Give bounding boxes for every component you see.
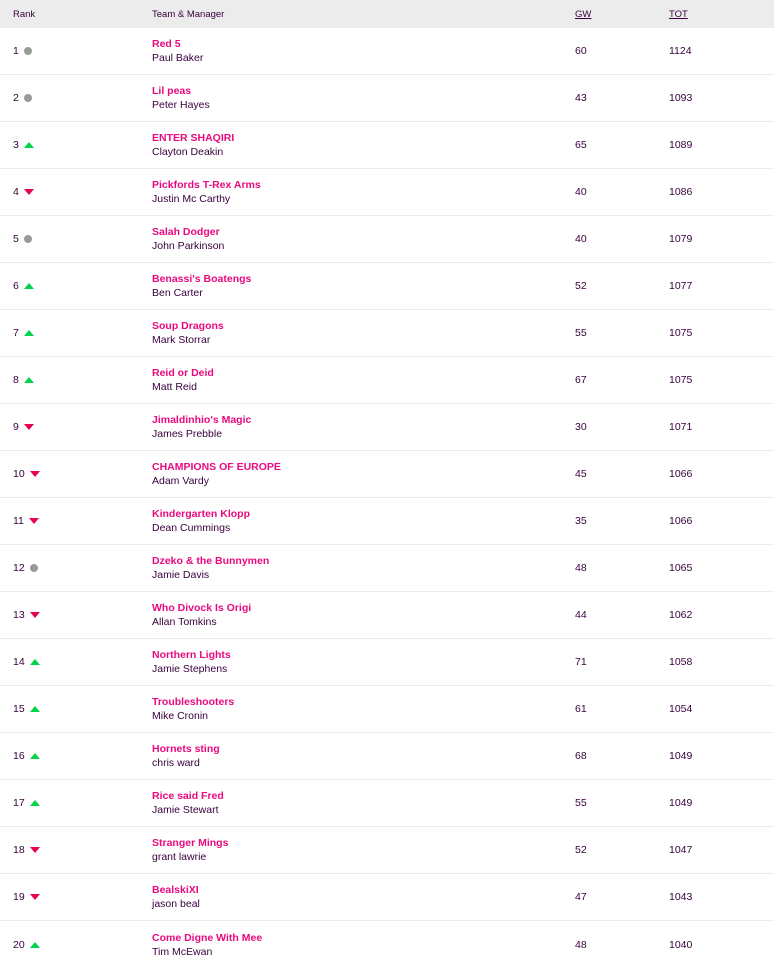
team-manager-cell bbox=[152, 178, 575, 206]
total-points: 1066 bbox=[669, 468, 693, 480]
table-row bbox=[0, 921, 774, 966]
rank-cell bbox=[0, 656, 152, 668]
rank-number: 17 bbox=[13, 797, 25, 809]
rank-number: 5 bbox=[13, 233, 19, 245]
rank-number: 7 bbox=[13, 327, 19, 339]
table-row bbox=[0, 498, 774, 545]
rank-number: 1 bbox=[13, 45, 19, 57]
rank-up-icon bbox=[24, 330, 34, 336]
gw-points: 40 bbox=[575, 186, 587, 198]
rank-cell bbox=[0, 468, 152, 480]
manager-name: jason beal bbox=[152, 898, 200, 910]
gw-points: 61 bbox=[575, 703, 587, 715]
gw-points: 60 bbox=[575, 45, 587, 57]
total-points: 1049 bbox=[669, 750, 693, 762]
rank-number: 8 bbox=[13, 374, 19, 386]
total-points: 1049 bbox=[669, 797, 693, 809]
team-name-link[interactable]: Kindergarten Klopp bbox=[152, 508, 251, 520]
team-name-link[interactable]: Who Divock Is Origi bbox=[152, 602, 252, 614]
table-row bbox=[0, 780, 774, 827]
rank-cell bbox=[0, 515, 152, 527]
gw-points: 71 bbox=[575, 656, 587, 668]
team-manager-cell bbox=[152, 366, 575, 394]
manager-name: Jamie Stewart bbox=[152, 804, 219, 816]
table-row bbox=[0, 28, 774, 75]
table-row bbox=[0, 357, 774, 404]
rank-up-icon bbox=[24, 377, 34, 383]
rank-cell bbox=[0, 421, 152, 433]
team-name-link[interactable]: Red 5 bbox=[152, 38, 181, 50]
gw-points: 52 bbox=[575, 844, 587, 856]
total-points: 1040 bbox=[669, 938, 693, 951]
table-row bbox=[0, 169, 774, 216]
team-name-link[interactable]: Stranger Mings bbox=[152, 837, 229, 849]
table-row bbox=[0, 686, 774, 733]
manager-name: James Prebble bbox=[152, 428, 223, 440]
team-name-link[interactable]: Pickfords T-Rex Arms bbox=[152, 179, 261, 191]
total-points: 1089 bbox=[669, 139, 693, 151]
total-points: 1075 bbox=[669, 374, 693, 386]
total-points: 1043 bbox=[669, 891, 693, 903]
rank-down-icon bbox=[24, 189, 34, 195]
table-row bbox=[0, 75, 774, 122]
total-points: 1054 bbox=[669, 703, 693, 715]
manager-name: grant lawrie bbox=[152, 851, 207, 863]
manager-name: Dean Cummings bbox=[152, 522, 231, 534]
manager-name: chris ward bbox=[152, 757, 200, 769]
total-points: 1124 bbox=[669, 45, 692, 57]
rank-number: 11 bbox=[13, 515, 24, 527]
table-row bbox=[0, 639, 774, 686]
gw-points: 52 bbox=[575, 280, 587, 292]
team-manager-cell bbox=[152, 460, 575, 488]
team-manager-cell bbox=[152, 883, 575, 911]
team-name-link[interactable]: ENTER SHAQIRI bbox=[152, 132, 235, 144]
manager-name: John Parkinson bbox=[152, 240, 225, 252]
team-name-link[interactable]: Lil peas bbox=[152, 85, 192, 97]
manager-name: Mike Cronin bbox=[152, 710, 209, 722]
rank-cell bbox=[0, 327, 152, 339]
manager-name: Jamie Stephens bbox=[152, 663, 228, 675]
rank-same-icon bbox=[24, 235, 32, 243]
team-manager-cell bbox=[152, 695, 575, 723]
table-row bbox=[0, 874, 774, 921]
rank-down-icon bbox=[30, 847, 40, 853]
rank-number: 9 bbox=[13, 421, 19, 433]
rank-same-icon bbox=[24, 47, 32, 55]
manager-name: Ben Carter bbox=[152, 287, 203, 299]
rank-number: 19 bbox=[13, 891, 25, 903]
team-name-link[interactable]: Reid or Deid bbox=[152, 367, 214, 379]
team-manager-cell bbox=[152, 789, 575, 817]
team-manager-cell bbox=[152, 742, 575, 770]
rank-cell bbox=[0, 797, 152, 809]
total-points: 1058 bbox=[669, 656, 693, 668]
rank-cell bbox=[0, 844, 152, 856]
team-manager-cell bbox=[152, 931, 575, 959]
rank-number: 6 bbox=[13, 280, 19, 292]
table-row bbox=[0, 122, 774, 169]
rank-column-header: Rank bbox=[13, 8, 36, 20]
team-manager-cell bbox=[152, 225, 575, 253]
gw-points: 68 bbox=[575, 750, 587, 762]
team-name-link[interactable]: Troubleshooters bbox=[152, 696, 235, 708]
team-name-link[interactable]: Come Digne With Mee bbox=[152, 931, 263, 944]
gw-points: 48 bbox=[575, 562, 587, 574]
gw-points: 67 bbox=[575, 374, 587, 386]
table-row bbox=[0, 545, 774, 592]
table-header bbox=[0, 0, 774, 28]
rank-up-icon bbox=[30, 706, 40, 712]
rank-same-icon bbox=[24, 94, 32, 102]
table-row bbox=[0, 216, 774, 263]
rank-up-icon bbox=[24, 283, 34, 289]
rank-up-icon bbox=[30, 659, 40, 665]
team-name-link[interactable]: Northern Lights bbox=[152, 649, 231, 661]
total-points: 1077 bbox=[669, 280, 693, 292]
rank-number: 12 bbox=[13, 562, 25, 574]
rank-cell bbox=[0, 139, 152, 151]
gw-points: 55 bbox=[575, 797, 587, 809]
team-name-link[interactable]: BealskiXI bbox=[152, 884, 199, 896]
team-name-link[interactable]: Hornets sting bbox=[152, 743, 220, 755]
rank-number: 10 bbox=[13, 468, 25, 480]
tot-column-header[interactable]: TOT bbox=[669, 8, 688, 20]
total-points: 1047 bbox=[669, 844, 693, 856]
table-row bbox=[0, 404, 774, 451]
team-manager-cell bbox=[152, 84, 575, 112]
team-manager-cell bbox=[152, 272, 575, 300]
table-row bbox=[0, 592, 774, 639]
total-points: 1062 bbox=[669, 609, 693, 621]
manager-name: Paul Baker bbox=[152, 52, 204, 64]
rank-up-icon bbox=[30, 942, 40, 948]
rank-number: 3 bbox=[13, 139, 19, 151]
rank-down-icon bbox=[30, 894, 40, 900]
rank-cell bbox=[0, 891, 152, 903]
rank-number: 4 bbox=[13, 186, 19, 198]
rank-cell bbox=[0, 939, 152, 951]
table-row bbox=[0, 733, 774, 780]
rank-cell bbox=[0, 703, 152, 715]
manager-name: Jamie Davis bbox=[152, 569, 210, 581]
rank-down-icon bbox=[30, 612, 40, 618]
team-manager-cell bbox=[152, 648, 575, 676]
gw-points: 30 bbox=[575, 421, 587, 433]
gw-points: 44 bbox=[575, 609, 587, 621]
manager-name: Clayton Deakin bbox=[152, 146, 224, 158]
rank-cell bbox=[0, 562, 152, 574]
table-row bbox=[0, 310, 774, 357]
rank-cell bbox=[0, 280, 152, 292]
rank-cell bbox=[0, 374, 152, 386]
team-manager-cell bbox=[152, 507, 575, 535]
total-points: 1079 bbox=[669, 233, 693, 245]
team-name-link[interactable]: Jimaldinhio's Magic bbox=[152, 414, 252, 426]
team-name-link[interactable]: Soup Dragons bbox=[152, 320, 224, 332]
team-manager-cell bbox=[152, 554, 575, 582]
rank-down-icon bbox=[30, 471, 40, 477]
rank-cell bbox=[0, 233, 152, 245]
table-body bbox=[0, 28, 774, 966]
rank-cell bbox=[0, 609, 152, 621]
rank-number: 16 bbox=[13, 750, 25, 762]
total-points: 1065 bbox=[669, 562, 693, 574]
total-points: 1075 bbox=[669, 327, 693, 339]
team-manager-cell bbox=[152, 131, 575, 159]
rank-up-icon bbox=[30, 753, 40, 759]
gw-points: 43 bbox=[575, 92, 587, 104]
total-points: 1071 bbox=[669, 421, 693, 433]
manager-name: Justin Mc Carthy bbox=[152, 193, 231, 205]
gw-points: 45 bbox=[575, 468, 587, 480]
manager-name: Peter Hayes bbox=[152, 99, 210, 111]
table-row bbox=[0, 827, 774, 874]
team-manager-cell bbox=[152, 37, 575, 65]
team-manager-cell bbox=[152, 413, 575, 441]
rank-number: 15 bbox=[13, 703, 25, 715]
team-name-link[interactable]: Rice said Fred bbox=[152, 790, 224, 802]
rank-cell bbox=[0, 750, 152, 762]
rank-cell bbox=[0, 92, 152, 104]
total-points: 1093 bbox=[669, 92, 693, 104]
team-name-link[interactable]: Salah Dodger bbox=[152, 226, 220, 238]
rank-same-icon bbox=[30, 564, 38, 572]
manager-name: Mark Storrar bbox=[152, 334, 211, 346]
rank-number: 14 bbox=[13, 656, 25, 668]
team-manager-cell bbox=[152, 836, 575, 864]
gw-points: 35 bbox=[575, 515, 587, 527]
rank-number: 13 bbox=[13, 609, 25, 621]
rank-up-icon bbox=[24, 142, 34, 148]
team-name-link[interactable]: Benassi's Boatengs bbox=[152, 273, 252, 285]
total-points: 1066 bbox=[669, 515, 693, 527]
team-manager-cell bbox=[152, 319, 575, 347]
total-points: 1086 bbox=[669, 186, 693, 198]
rank-number: 20 bbox=[13, 938, 25, 951]
rank-down-icon bbox=[24, 424, 34, 430]
rank-cell bbox=[0, 186, 152, 198]
table-row bbox=[0, 451, 774, 498]
manager-name: Tim McEwan bbox=[152, 945, 213, 958]
manager-name: Adam Vardy bbox=[152, 475, 209, 487]
rank-cell bbox=[0, 45, 152, 57]
gw-points: 55 bbox=[575, 327, 587, 339]
team-manager-column-header: Team & Manager bbox=[152, 8, 225, 20]
gw-points: 47 bbox=[575, 891, 587, 903]
team-manager-cell bbox=[152, 601, 575, 629]
rank-up-icon bbox=[30, 800, 40, 806]
gw-points: 65 bbox=[575, 139, 587, 151]
rank-down-icon bbox=[29, 518, 39, 524]
table-row bbox=[0, 263, 774, 310]
rank-number: 2 bbox=[13, 92, 19, 104]
team-name-link[interactable]: CHAMPIONS OF EUROPE bbox=[152, 461, 281, 473]
manager-name: Matt Reid bbox=[152, 381, 197, 393]
gw-points: 40 bbox=[575, 233, 587, 245]
team-name-link[interactable]: Dzeko & the Bunnymen bbox=[152, 555, 270, 567]
gw-column-header[interactable]: GW bbox=[575, 8, 592, 20]
gw-points: 48 bbox=[575, 938, 587, 951]
rank-number: 18 bbox=[13, 844, 25, 856]
manager-name: Allan Tomkins bbox=[152, 616, 217, 628]
